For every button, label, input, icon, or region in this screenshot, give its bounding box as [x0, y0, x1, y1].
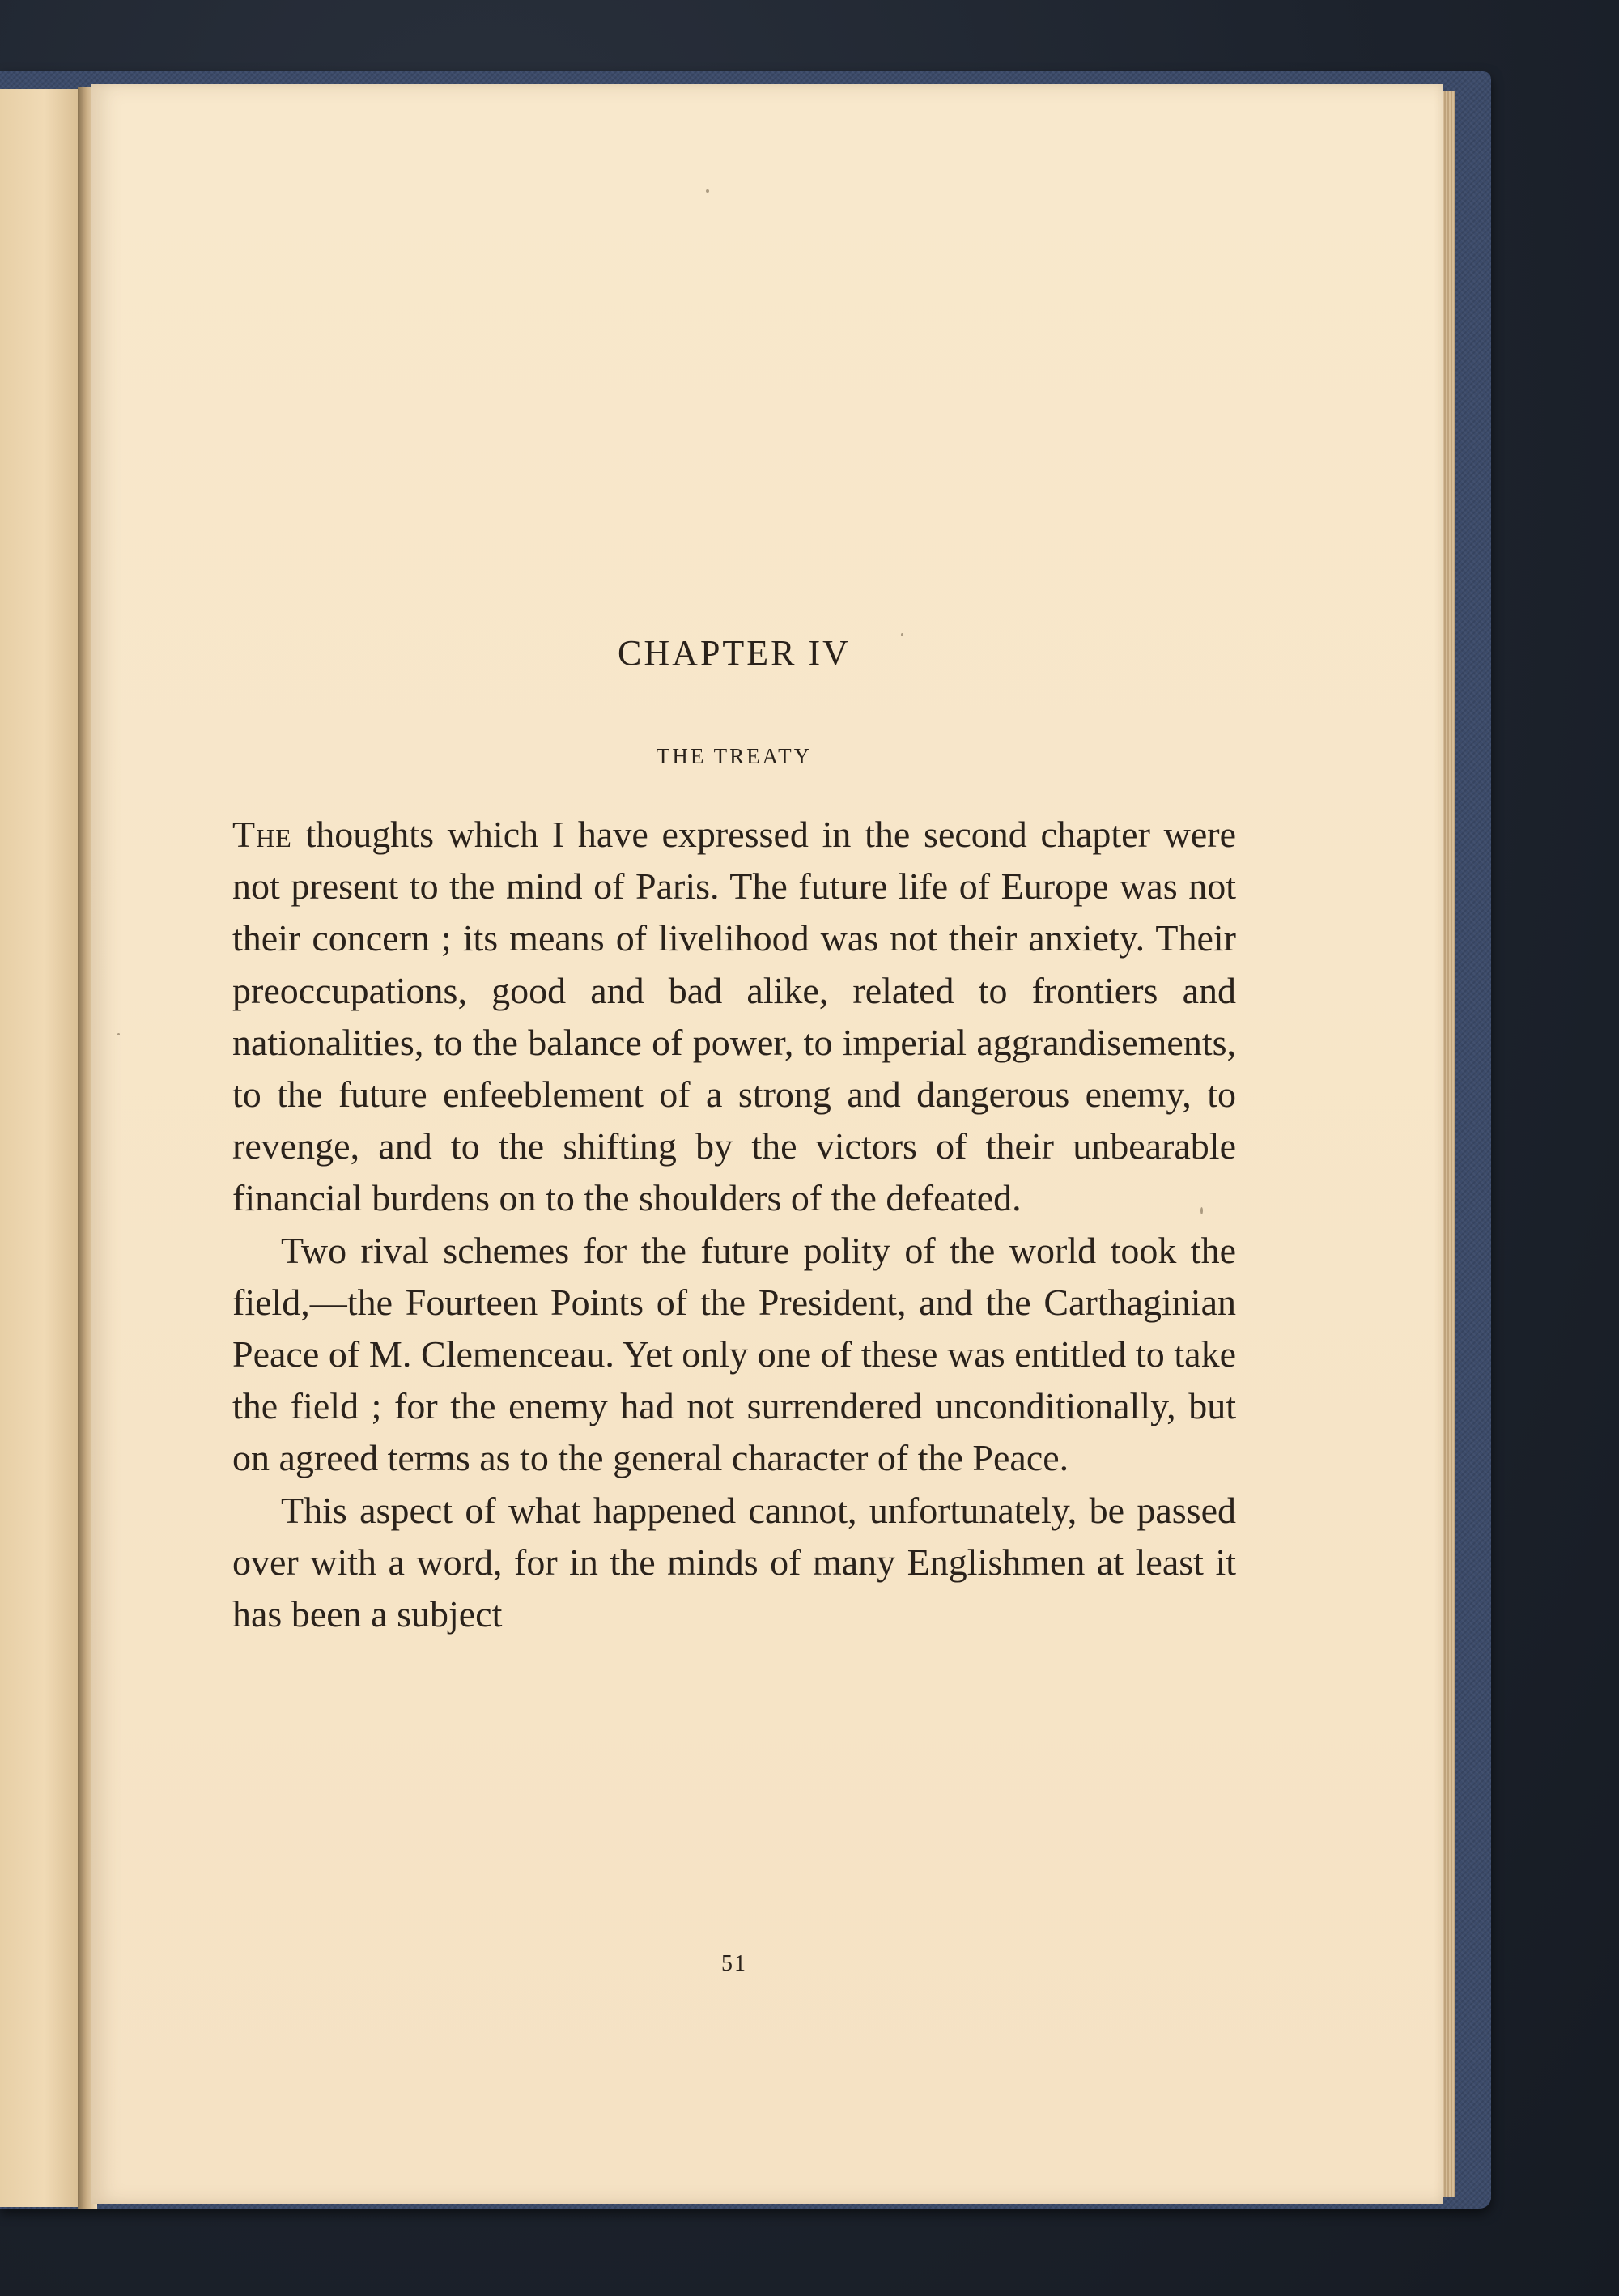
page-number: 51: [721, 1951, 747, 1976]
paragraph-text: Two rival schemes for the future polity of the world took the field,—the Fourteen Points of the President, and the Carthaginian Peace of M. Clemenceau. Yet only one of these was entitled to take the field ; for the enemy had not surrendered unconditionally, but on agreed terms as to the general character of the Peace.: [232, 1229, 1236, 1479]
facing-page-edge: [0, 89, 81, 2207]
body-text: [232, 809, 1236, 1640]
chapter-title: CHAPTER IV: [618, 633, 851, 673]
paragraph-3: [232, 1485, 1236, 1641]
paragraph-2: [232, 1225, 1236, 1485]
paper-speck: [706, 189, 709, 193]
chapter-subtitle: THE TREATY: [656, 744, 813, 768]
book-page: [91, 84, 1443, 2204]
paragraph-text: This aspect of what happened cannot, unfortunately, be passed over with a word, for in the minds of many Englishmen at least it has been a subject: [232, 1489, 1236, 1635]
paper-speck: [117, 1033, 120, 1035]
paragraph-lead-word: The: [232, 814, 292, 855]
paragraph-text: thoughts which I have expressed in the second chapter were not present to the mind of Paris. The future life of Europe was not their concern ; its means of livelihood was not their anxiety. Their preoccupations, good and bad alike, related to frontiers and nationalities, to the balance of power, to imperial aggrandisements, to the future enfeeblement of a strong and dangerous enemy, to revenge, and to the shifting by the victors of their unbearable financial burdens on to the shoulders of the defeated.: [232, 814, 1236, 1219]
paragraph-1: [232, 809, 1236, 1225]
